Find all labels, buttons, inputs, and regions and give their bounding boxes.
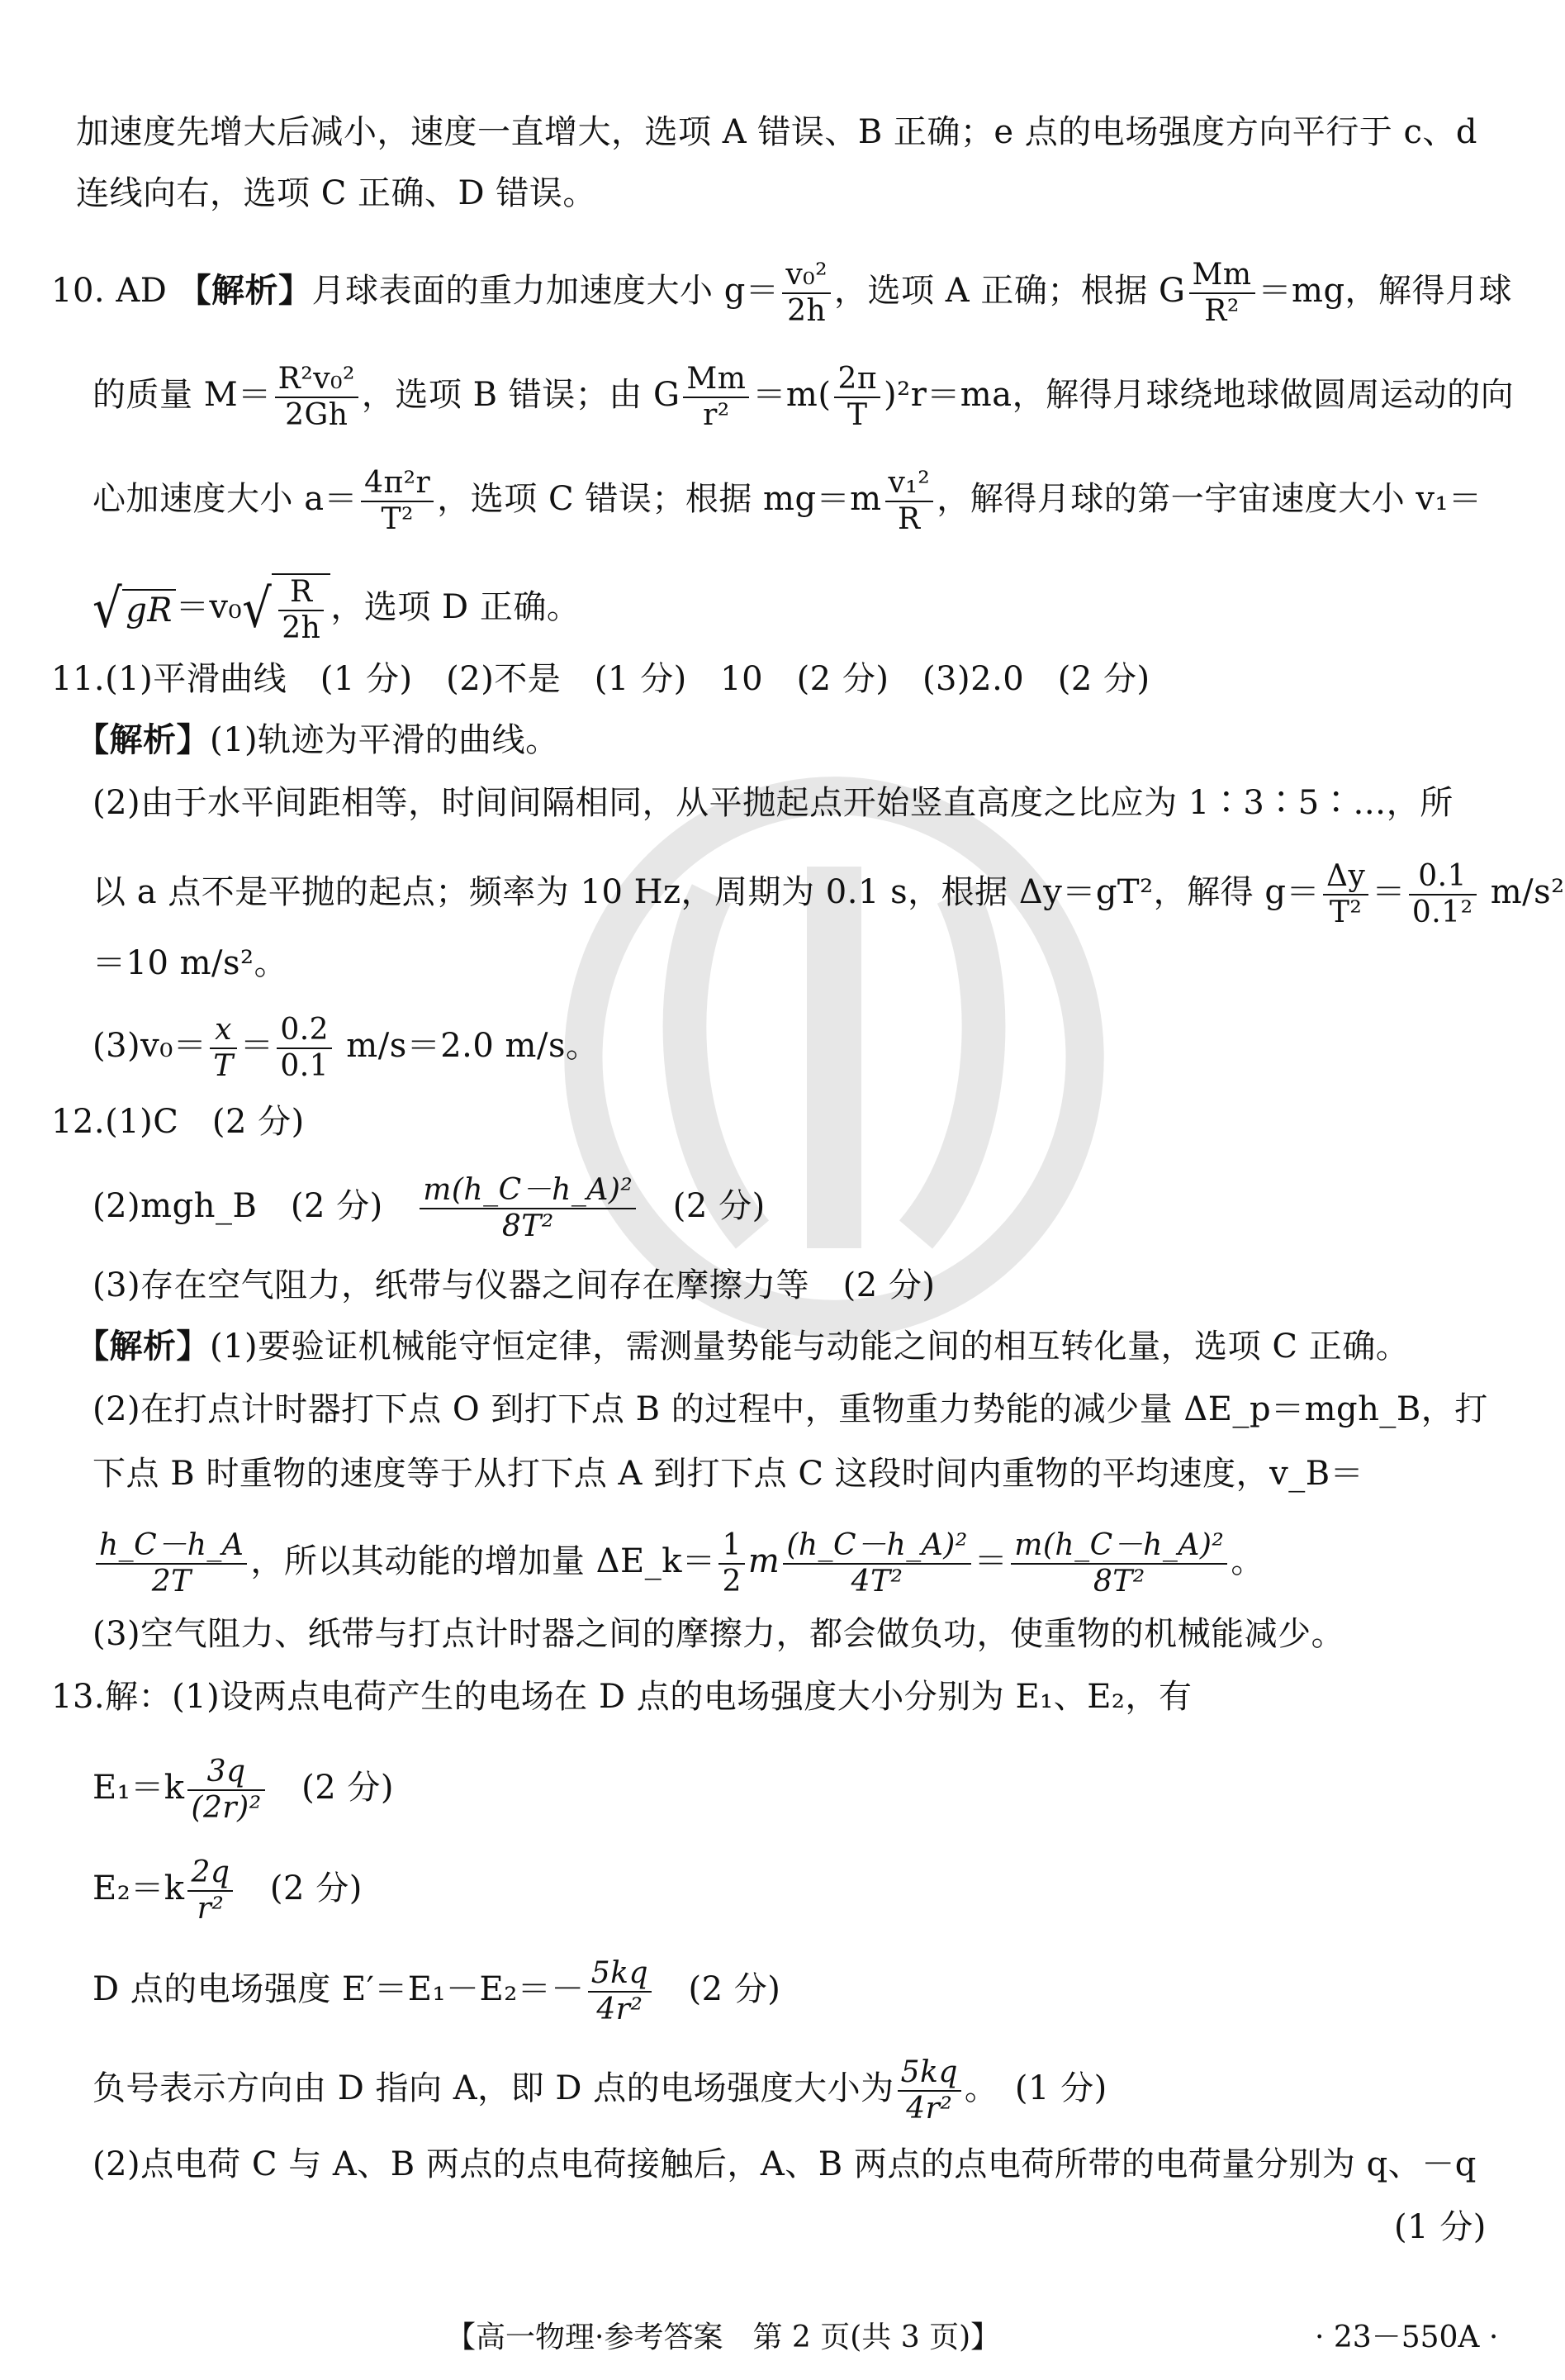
fraction: $\frac{5kq}{\text{4r²}}$ <box>898 2055 961 2126</box>
fraction: $\frac{5kq}{\text{4r²}}$ <box>588 1956 652 2027</box>
fraction: $\frac{1}{2}$ <box>718 1528 744 1599</box>
text-line: (2)由于水平间距相等，时间间隔相同，从平抛起点开始竖直高度之比应为 1∶3∶5∶…，所 <box>92 784 1454 822</box>
fraction: $\frac{\text{4π²r}}{\text{T²}}$ <box>361 466 434 537</box>
text-line: ＝10 m/s²。 <box>92 944 288 982</box>
fraction: $\frac{0.1}{\text{0.1²}}$ <box>1409 859 1477 930</box>
fraction: $\frac{\text{m(h\_C－h\_A)²}}{\text{8T²}}$ <box>420 1173 636 1244</box>
fraction: $\frac{x}{T}$ <box>210 1013 237 1084</box>
q11-analysis-line: 【解析】(1)轨迹为平滑的曲线。 <box>76 720 559 759</box>
q12-line-2: (2)mgh_B (2 分) $\frac{\text{m(h\_C－h\_A)²}}{\text{8T²}}$ (2 分) <box>92 1173 766 1243</box>
fraction: $\frac{h\_C-h\_A}{2T}$ <box>96 1528 247 1599</box>
analysis-tag: 【解析】 <box>76 1327 210 1366</box>
fraction: $\frac{2q}{\text{r²}}$ <box>187 1855 233 1926</box>
fraction: $\frac{R}{2h}$ <box>278 575 324 646</box>
text-line: (3)空气阻力、纸带与打点计时器之间的摩擦力，都会做负功，使重物的机械能减少。 <box>92 1615 1345 1653</box>
q10-line-2: 的质量 M＝ $\frac{\text{R²v₀²}}{2Gh}$ ，选项 B 错误；由 G $\frac{Mm}{\text{r²}}$ ＝m( $\frac{2\pi}{T}$ )²r＝ma，解得月球绕地球做圆周运动的向 <box>92 362 1515 432</box>
fraction: $\frac{0.2}{0.1}$ <box>277 1013 332 1084</box>
fraction: $\frac{Mm}{\text{R²}}$ <box>1189 258 1255 329</box>
fraction: $\frac{Mm}{\text{r²}}$ <box>683 362 749 433</box>
q13-eq-4: 负号表示方向由 D 指向 A，即 D 点的电场强度大小为 $\frac{5kq}{\text{4r²}}$ 。 (1 分) <box>92 2055 1107 2126</box>
fraction: $\frac{\text{v₀²}}{2h}$ <box>782 258 831 329</box>
q13-line-1: 13.解：(1)设两点电荷产生的电场在 D 点的电场强度大小分别为 E₁、E₂，有 <box>51 1678 1193 1716</box>
fraction: $\frac{3q}{\text{(2r)²}}$ <box>187 1755 264 1826</box>
q12-line-1: 12.(1)C (2 分) <box>51 1103 305 1141</box>
fraction: $\frac{\text{(h\_C－h\_A)²}}{\text{4T²}}$ <box>783 1528 970 1599</box>
square-root: √ $\frac{R}{2h}$ <box>242 573 330 646</box>
fraction: $\frac{\text{m(h\_C－h\_A)²}}{\text{8T²}}$ <box>1011 1528 1227 1599</box>
page-footer-code: · 23－550A · <box>1315 2321 1499 2354</box>
q12-analysis-line: 【解析】(1)要验证机械能守恒定律，需测量势能与动能之间的相互转化量，选项 C 正确。 <box>76 1327 1410 1366</box>
score-note: (1 分) <box>1394 2208 1487 2246</box>
fraction: $\frac{\Delta y}{\text{T²}}$ <box>1323 859 1368 930</box>
text-line: (2)点电荷 C 与 A、B 两点的点电荷接触后，A、B 两点的点电荷所带的电荷量分别为 q、－q <box>92 2145 1477 2183</box>
text-line: (3)存在空气阻力，纸带与仪器之间存在摩擦力等 (2 分) <box>92 1266 936 1304</box>
analysis-tag: 【解析】 <box>178 271 312 310</box>
text-line: (2)在打点计时器打下点 O 到打下点 B 的过程中，重物重力势能的减少量 ΔE_p＝mgh_B，打 <box>92 1390 1488 1428</box>
text-line: 加速度先增大后减小，速度一直增大，选项 A 错误、B 正确；e 点的电场强度方向平行于 c、d <box>76 113 1478 151</box>
analysis-tag: 【解析】 <box>76 720 210 759</box>
fraction: $\frac{\text{v₁²}}{R}$ <box>885 466 934 537</box>
fraction: $\frac{2\pi}{T}$ <box>834 362 880 433</box>
q13-eq-2: E₂＝k $\frac{2q}{\text{r²}}$ (2 分) <box>92 1855 363 1926</box>
q12-line-7: $\frac{h\_C-h\_A}{2T}$ ，所以其动能的增加量 ΔE_k＝ $\frac{1}{2}$ m $\frac{\text{(h\_C－h\_A)²}}{\text{4T²}}$ ＝ $\frac{\text{m(h\_C－h\_A)²}}{\text{8T²}}$ 。 <box>92 1528 1264 1599</box>
q13-eq-1: E₁＝k $\frac{3q}{\text{(2r)²}}$ (2 分) <box>92 1755 394 1825</box>
q11-line-1: 11.(1)平滑曲线 (1 分) (2)不是 (1 分) 10 (2 分) (3)2.0 (2 分) <box>51 660 1150 698</box>
q11-line-6: (3)v₀＝ $\frac{x}{T}$ ＝ $\frac{0.2}{0.1}$ m/s＝2.0 m/s。 <box>92 1013 600 1083</box>
fraction: $\frac{\text{R²v₀²}}{2Gh}$ <box>275 362 358 433</box>
q13-eq-3: D 点的电场强度 E′＝E₁－E₂＝－ $\frac{5kq}{\text{4r²}}$ (2 分) <box>92 1956 781 2026</box>
q11-line-4: 以 a 点不是平抛的起点；频率为 10 Hz，周期为 0.1 s，根据 Δy＝gT²，解得 g＝ $\frac{\Delta y}{\text{T²}}$ ＝ $\frac{0.1}{\text{0.1²}}$ m/s² <box>92 859 1565 929</box>
q10-line-3: 心加速度大小 a＝ $\frac{\text{4π²r}}{\text{T²}}$ ，选项 C 错误；根据 mg＝m $\frac{\text{v₁²}}{R}$ ，解得月球的第一宇宙速度大小 v₁＝ <box>92 466 1482 536</box>
page-footer-title: 【高一物理·参考答案 第 2 页(共 3 页)】 <box>446 2321 1001 2354</box>
q10-line-4: √ gR ＝v₀ √ $\frac{R}{2h}$ ，选项 D 正确。 <box>92 575 581 645</box>
text-line: 连线向右，选项 C 正确、D 错误。 <box>76 174 596 212</box>
q10-line-1: 10. AD 【解析】月球表面的重力加速度大小 g＝ $\frac{\text{v₀²}}{2h}$ ，选项 A 正确；根据 G $\frac{Mm}{\text{R²}}$ ＝mg，解得月球 <box>51 258 1513 328</box>
text-line: 下点 B 时重物的速度等于从打下点 A 到打下点 C 这段时间内重物的平均速度，v_B＝ <box>92 1455 1364 1493</box>
square-root: √ gR <box>92 587 176 633</box>
